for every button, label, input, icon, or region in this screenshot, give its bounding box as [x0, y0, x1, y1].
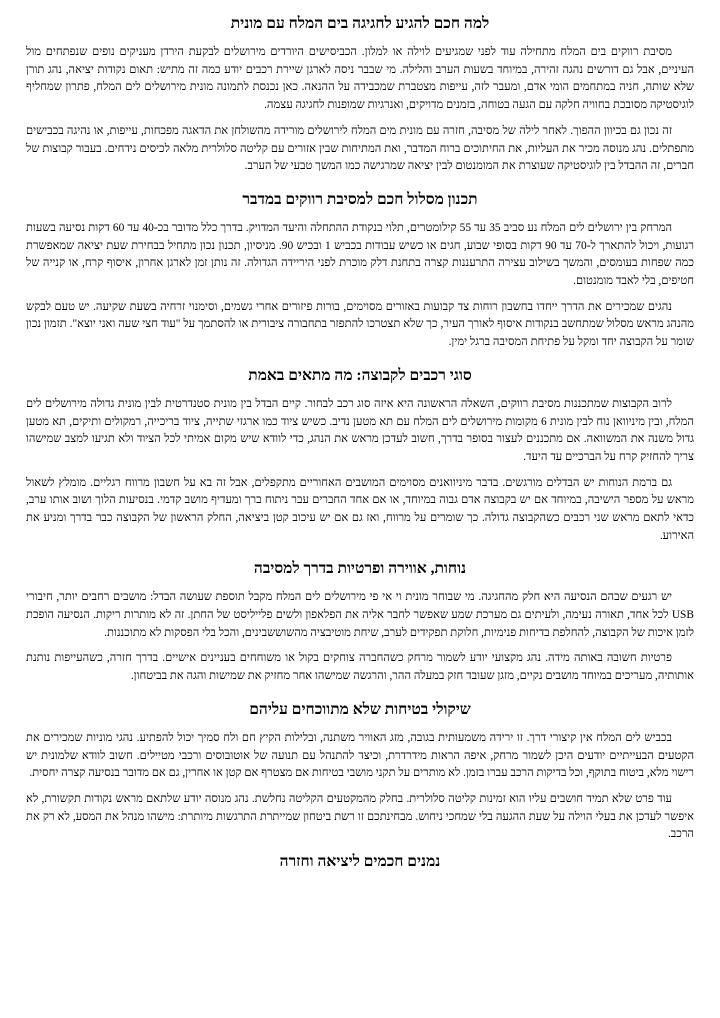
paragraph: בכביש לים המלח אין קיצורי דרך. זו ירידה משמעותית בגובה, מזג האוויר משתנה, ובלילות הקיץ חם ולח סמיך יכול להפתיע. נהגי מוניות שמכירים את הקטעים הבעייתיים יודעים היכן לשמור מרחק, איפה הראות מידרדרת, וכיצד להתנהל עם תנועה של אוטובוסים ורכבי מטיילים. חשוב לוודא שלמונית יש רישוי מלא, ביטוח בתוקף, וכל בדיקות הרכב עברו בזמן. לא מותרים על תקני מושבי בטיחות אם מצטרף אם קטן או אחרין, גם אם מדובר בנסיעה קצרה יחסית. — [26, 731, 694, 780]
section-heading: שיקולי בטיחות שלא מתווכחים עליהם — [249, 700, 471, 718]
document-section — [26, 700, 694, 844]
paragraph: לרוב הקבוצות שמתכננות מסיבת רווקים, השאלה הראשונה היא איזה סוג רכב לבחור. קיים הבדל בין מונית סטנדרטית לבין מונית גדולה מירושלים לים המלח, ובין מיניוואן נוח לבין מונית 6 מקומות מירושלים לים המלח עם תא מטען נדיב. כשיש ציוד כמו ארגזי שתייה, ציוד בריכייה, רמקולים ותיקים, תא מטען גדול משנה את המשוואה. אם מתכננים לעצור בסופר בדרך, חשוב לעדכן מראש את הנהג, כדי לוודא שיש מקום אמיתי לכל הציוד ולא תגיעו למצב שמישהו צריך להחזיק קרח על הברכיים עד היעד. — [26, 397, 694, 463]
paragraph: מסיבת רווקים בים המלח מתחילה עוד לפני שמגיעים לוילה או למלון. הכביסישים היורדים מירושלים לבקעת הירדן מעניקים נופים שנפתחים מול העיניים, אבל גם דורשים נהגה זהירה, במיוחד בשעות הערב והלילה. מי שבבר ניסה לארגן שיירת רכבים יודע כמה זה מתיש: תאום נקודות יציאה, נהג תורן שלא שותה, חניה במתחמים הומי אדם, ומעבר לזה, עייפות מצטברת שמכבידה על ההנאה. כאן נכנסת לתמונה מונית מירושלים לים המלח, פתרון שמחליף לוגיסטיקה מסובכת בחוויה חלקה עם הגעה בטוחה, בזמנים מדויקים, ואנרגיות שמופנות לחגיגה עצמה. — [26, 46, 694, 112]
paragraph: עוד פרט שלא תמיד חושבים עליו הוא זמינות קליטה סלולרית. בחלק מהמקטעים הקליטה נחלשת. נהג מנוסה יודע שלתאם מראש נקודות תקשורת, לא איפשר לעדכן את בעלי הוילה על שעת ההגעה בלי שמחכי ניחוש. מבחינתכם זו רשת ביטחון שמייתרת התרגשות מיותרת: מישהו מנהל את המסע, לא רק את הרכב. — [26, 792, 694, 841]
document-section — [26, 190, 694, 352]
paragraph: גם ברמת הנוחות יש הבדלים מורגשים. בדבר מיניוואנים מסוימים המושבים האחוריים מתקפלים, אבל זה בא על חשבון מרווח רגליים. מומלץ לשאול מראש על מספר הישיבה, במיוחד אם יש בקבוצה אדם גבוה במיוחד, או אם אחד החברים עבר ניתוח ברך ומעדיף מושב קדמי. בנסיעות הלוך ושוב אותו ערב, כדאי לתאם מראש שני רכבים כשהקבוצה גדולה. כך שומרים על מרווח, ואז גם אם יש עיכוב קטן ביציאה, החלק הראשון של הקבוצה כבר בדרך ומניע את האירוע. — [26, 476, 694, 542]
paragraph: זה נכון גם בכיוון ההפוך. לאחר לילה של מסיבה, חזרה עם מונית מים המלח לירושלים מורידה מהשולחן את הדאגה מפכחות, עייפות, או נהיגה בכבישים מתפתלים. נהג מנוסה מכיר את העליות, את החיתוכים ברוח המדבר, ואת המתיחות שבין אזורים עם קליטה סלולרית מלאה לכיסים נידחים. בעבור קבוצות של חברים, זה ההבדל בין לוגיסטיקה שעוצרת את המומנטום לבין יציאה שמרגישה כמו המשך טבעי של הערב. — [26, 124, 694, 173]
section-heading: סוגי רכבים לקבוצה: מה מתאים באמת — [248, 366, 472, 384]
document-section — [26, 14, 694, 176]
section-heading: נוחות, אווירה ופרטיות בדרך למסיבה — [253, 560, 467, 578]
section-heading: תכנון מסלול חכם למסיבת רווקים במדבר — [242, 190, 478, 208]
document-section — [26, 366, 694, 546]
paragraph: פרטיות חשובה באותה מידה. נהג מקצועי יודע לשמור מרחק כשהחברה צוחקים בקול או משוחחים בעניינים אישיים. בדרך חזרה, כשהעייפות נותנת אותותיה, מעריכים במיוחד מושבים נקיים, מזגן שעובד חזק במעלה ההר, והרגשה שמישהו אחר מחזיק את שמישות והגה את בביטחון. — [26, 652, 694, 683]
final-section-heading: נמנים חכמים ליציאה וחזרה — [279, 852, 441, 870]
paragraph: יש רגעים שבהם הנסיעה היא חלק מהחגיגה. מי שבוחר מונית וי אי פי מירושלים לים המלח מקבל תוספת שעושה הבדל: מושבים רחבים יותר, חיבורי USB לכל אחד, תאורה נעימה, ולעיתים גם מערכת שמע שאפשר לחבר אליה את הפלאפון ולשים פלייליסט של החתן. זה לא מותרות ריקות. הנסיעה הופכת לזמן איכות של הקבוצה, להחלפת בדיחות פנימיות, חלוקת תפקידים לערב, שיחת מוטיבציה מהשוששבינים, והכל בלי הפסקות לא מתוכננות. — [26, 591, 694, 639]
paragraph: המרחק בין ירושלים לים המלח נע סביב 35 עד 55 קילומטרים, תלוי בנקודת ההתחלה והיעד המדויק. בדרך כלל מדובר בכ-40 עד 60 דקות נסיעה בשעות רגועות, ויכול להתארך ל-70 עד 90 דקות בסופי שבוע, חגים או כשיש עבודות בכביש 1 ובכיש 90. מניסיון, תכנון נכון מתחיל בבחירת שעת יציאה שמאפשרת כמה שפחות בעומסים, והמשך בשילוב עצירה התרעננות קצרה בתחנת דלק מוכרת לפני היריידה הגדולה. זה נותן זמן לארגן אחרון, איסוף קרח, או קנייה של חטיפים, בלי לאבד מומנטום. — [26, 221, 695, 287]
paragraph: נהגים שמכירים את הדרך ייחדו בחשבון רוחות צד קבועות באזורים מסוימים, בורות פיזורים אחרי גשמים, וסימנוי זרחיה בשעת שקיעה. יש טעם לבקש מהנהג מראש מסלול שמתחשב בנקודות איסוף לאורך העיר, כך שלא תצטרכו להתפזר בתחבורה ציבורית או להסתמך על "עוד חצי שעה ואני יוצא". תזמון נכון שומר על הקבוצה יחד ומקל על פתיחת המסיבה ברגל ימין. — [26, 300, 694, 349]
section-heading: למה חכם להגיע לחגיגה בים המלח עם מונית — [230, 15, 490, 32]
document-section — [26, 559, 694, 686]
